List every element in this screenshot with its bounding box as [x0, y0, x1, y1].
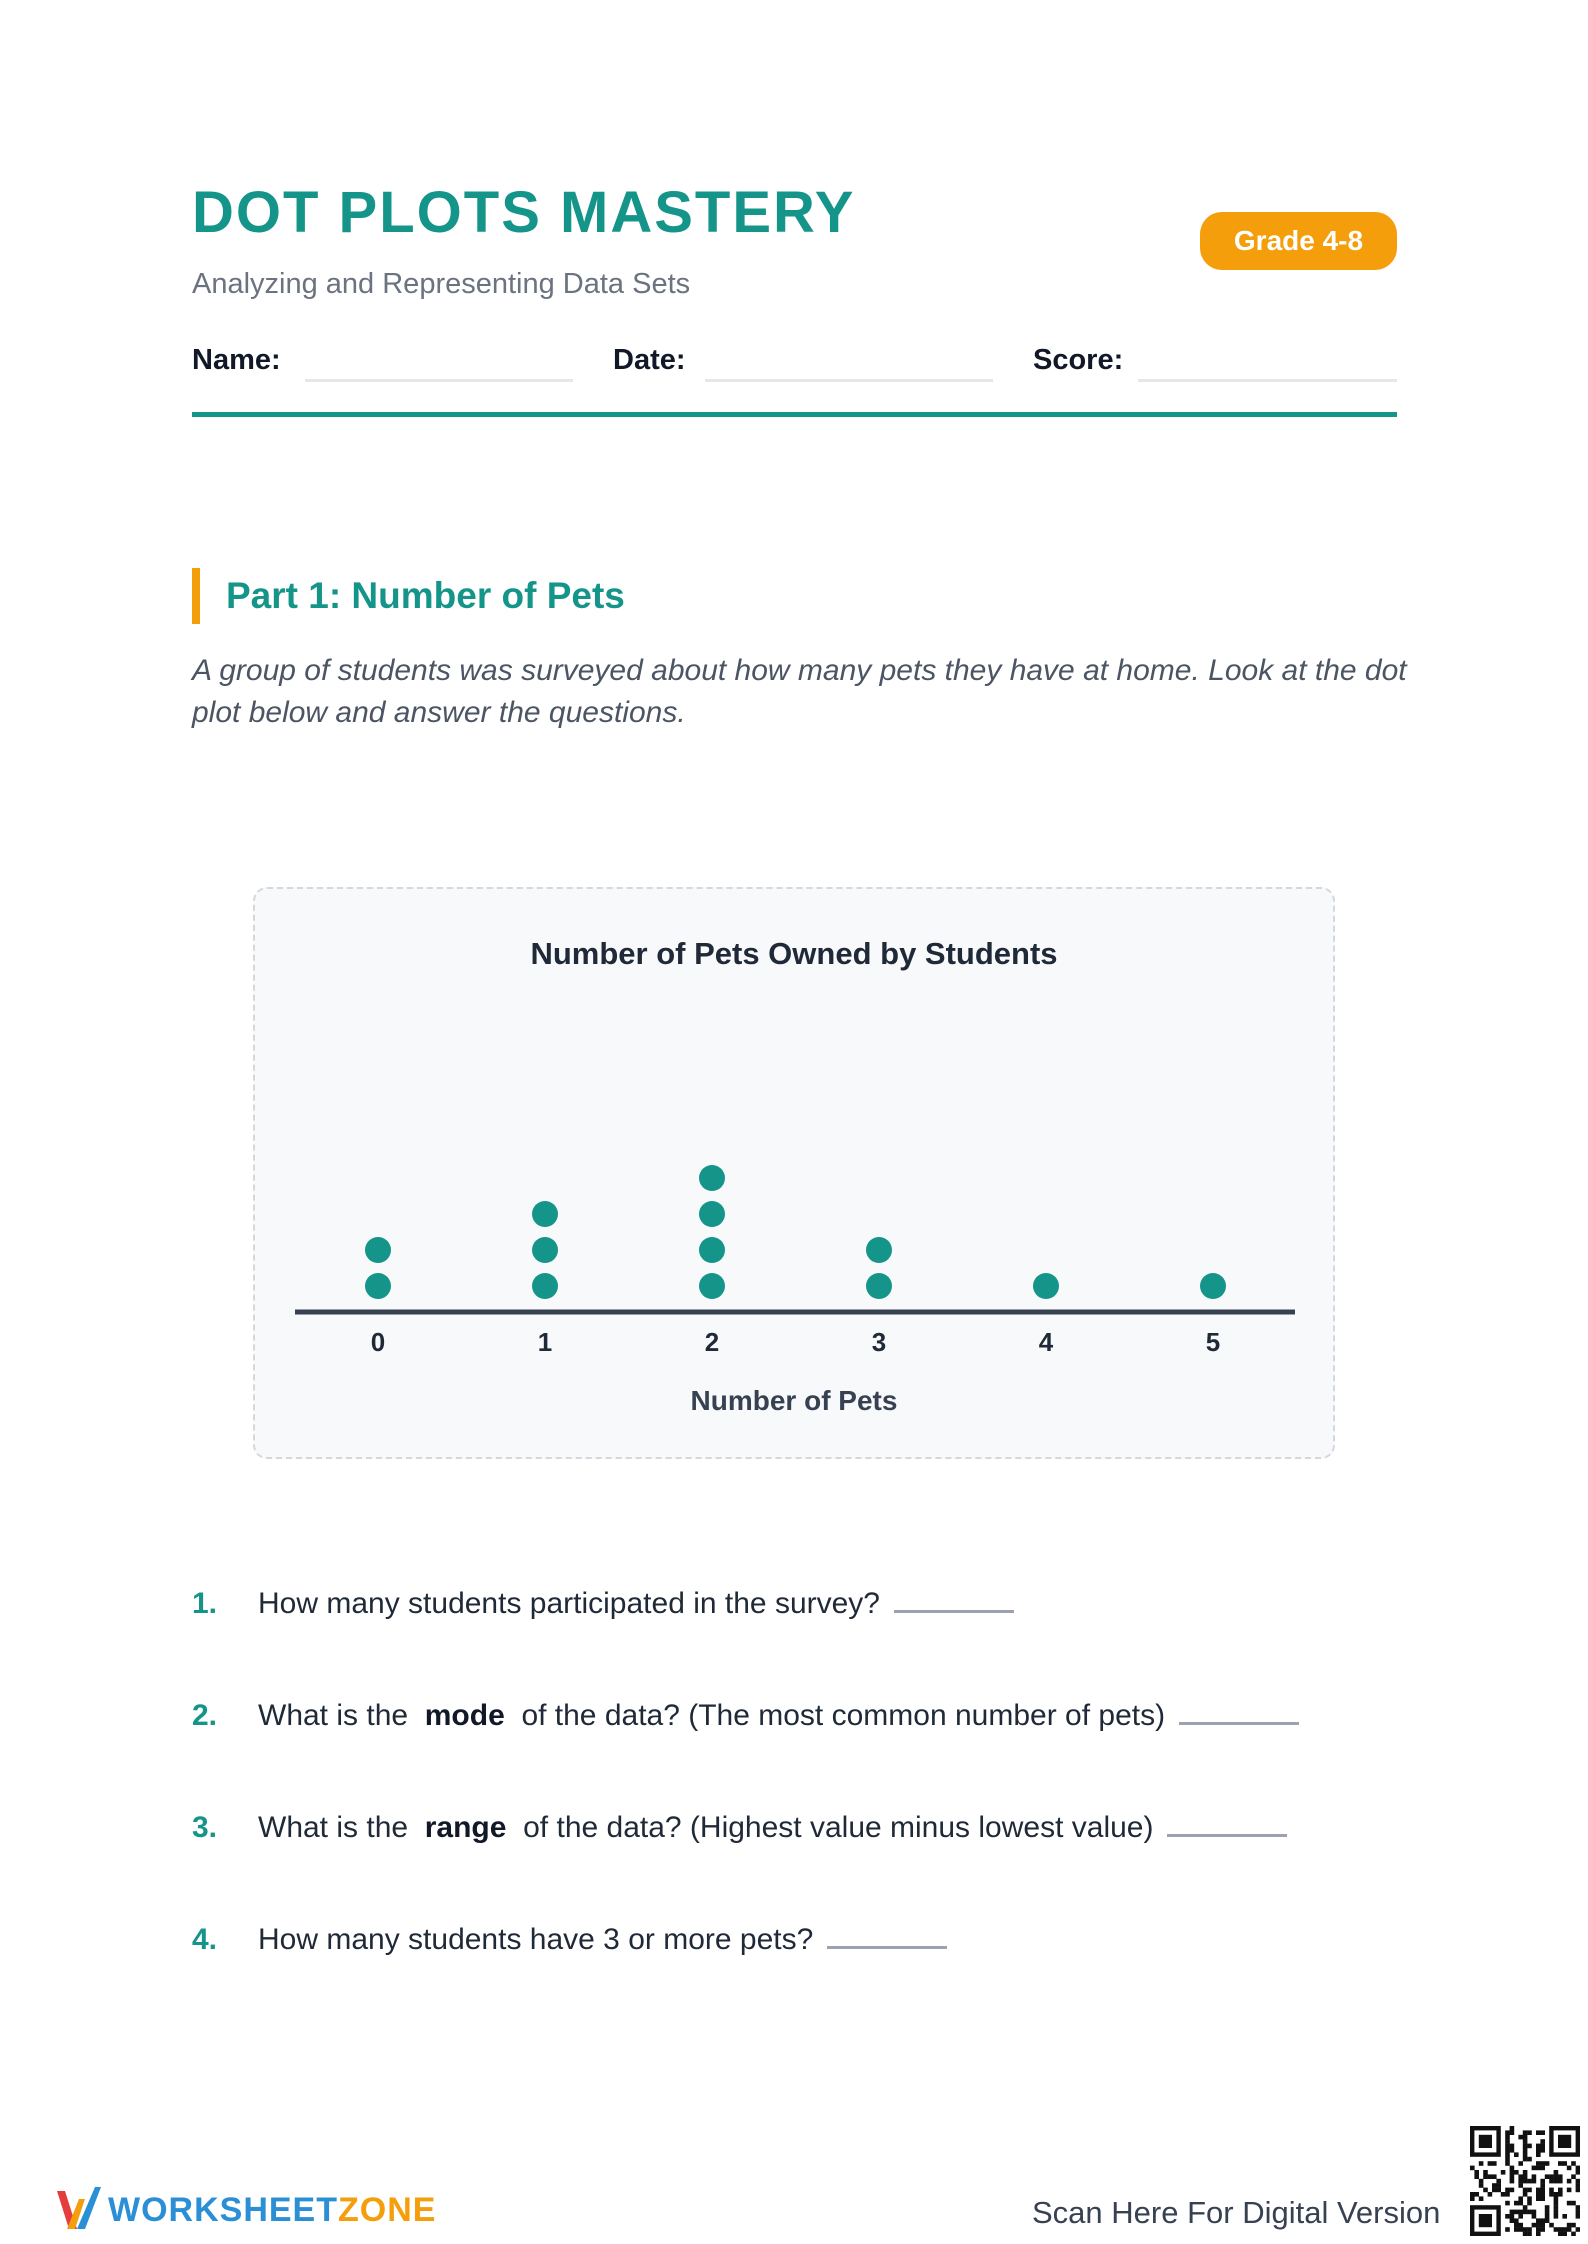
date-field[interactable]	[705, 379, 993, 382]
score-field[interactable]	[1138, 379, 1397, 382]
x-tick-label: 3	[871, 1327, 887, 1357]
question-key-term: mode	[424, 1699, 505, 1732]
question-text: What is the	[258, 1699, 409, 1732]
section-instructions: A group of students was surveyed about how many pets they have at home. Look at the dot plot below and answer the questions.	[192, 654, 1407, 729]
brand-name	[108, 2191, 436, 2230]
worksheetzone-logo-icon	[55, 2183, 101, 2237]
data-dot	[699, 1273, 725, 1299]
section-accent-bar	[192, 568, 200, 624]
x-tick-label: 0	[370, 1327, 386, 1357]
x-tick-label: 5	[1205, 1327, 1221, 1357]
data-dot	[1200, 1273, 1226, 1299]
question-text: How many students have 3 or more pets?	[258, 1923, 814, 1956]
question-text-continued: of the data? (Highest value minus lowest value)	[523, 1811, 1154, 1844]
brand-name-part2: ZONE	[338, 2191, 437, 2229]
worksheet-title: DOT PLOTS MASTERY	[192, 180, 856, 245]
question-number: 4.	[192, 1923, 218, 1956]
data-dot	[1033, 1273, 1059, 1299]
data-dot	[532, 1237, 558, 1263]
question-item	[192, 1698, 1299, 1733]
data-dot	[532, 1273, 558, 1299]
data-dot	[532, 1201, 558, 1227]
date-label: Date:	[613, 344, 686, 376]
data-dot	[866, 1273, 892, 1299]
x-tick-label: 4	[1038, 1327, 1054, 1357]
question-text-continued: of the data? (The most common number of pets)	[521, 1699, 1166, 1732]
question-key-term: range	[424, 1811, 507, 1844]
data-dot	[699, 1165, 725, 1191]
question-item	[192, 1810, 1287, 1845]
scan-instruction: Scan Here For Digital Version	[1032, 2195, 1441, 2230]
data-dot	[699, 1201, 725, 1227]
question-item	[192, 1586, 1014, 1621]
question-text: How many students participated in the survey?	[258, 1587, 880, 1620]
question-item	[192, 1922, 947, 1957]
question-number: 2.	[192, 1699, 218, 1732]
name-field[interactable]	[305, 379, 573, 382]
name-label: Name:	[192, 344, 281, 376]
x-tick-label: 2	[704, 1327, 720, 1357]
worksheet-subtitle: Analyzing and Representing Data Sets	[192, 268, 691, 300]
question-number: 3.	[192, 1811, 218, 1844]
data-dot	[365, 1237, 391, 1263]
section-title: Part 1: Number of Pets	[226, 575, 625, 616]
x-tick-label: 1	[537, 1327, 553, 1357]
data-dot	[866, 1237, 892, 1263]
answer-blank[interactable]	[1179, 1698, 1299, 1725]
brand-name-part1: WORKSHEET	[108, 2191, 338, 2229]
dot-plot-chart	[255, 889, 1333, 1457]
answer-blank[interactable]	[827, 1922, 947, 1949]
qr-code-icon[interactable]	[1470, 2126, 1580, 2236]
header-divider	[192, 412, 1397, 417]
score-label: Score:	[1033, 344, 1124, 376]
chart-title: Number of Pets Owned by Students	[530, 936, 1058, 971]
answer-blank[interactable]	[1167, 1810, 1287, 1837]
x-axis-label: Number of Pets	[690, 1385, 898, 1416]
data-dot	[365, 1273, 391, 1299]
question-text: What is the	[258, 1811, 409, 1844]
question-number: 1.	[192, 1587, 218, 1620]
data-dot	[699, 1237, 725, 1263]
dot-plot-container	[253, 887, 1335, 1459]
answer-blank[interactable]	[894, 1586, 1014, 1613]
grade-badge: Grade 4-8	[1200, 212, 1397, 270]
